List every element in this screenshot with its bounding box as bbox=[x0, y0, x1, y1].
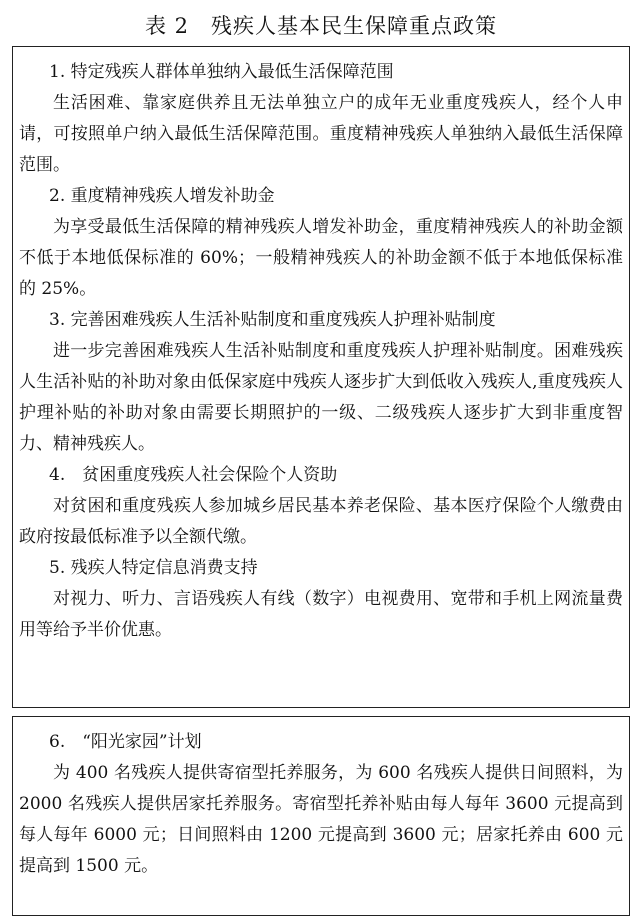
policy-body: 对贫困和重度残疾人参加城乡居民基本养老保险、基本医疗保险个人缴费由政府按最低标准予以全额代缴。 bbox=[19, 496, 623, 547]
policy-item-2 bbox=[13, 181, 629, 305]
policy-heading: 1. 特定残疾人群体单独纳入最低生活保障范围 bbox=[49, 62, 394, 82]
policy-body: 进一步完善困难残疾人生活补贴制度和重度残疾人护理补贴制度。困难残疾人生活补贴的补助对象由低保家庭中残疾人逐步扩大到低收入残疾人,重度残疾人护理补贴的补助对象由需要长期照护的一级、二级残疾人逐步扩大到非重度智力、精神残疾人。 bbox=[19, 341, 623, 454]
policy-heading: 6. “阳光家园”计划 bbox=[49, 732, 202, 752]
policy-body: 为享受最低生活保障的精神残疾人增发补助金，重度精神残疾人的补助金额不低于本地低保标准的 60%；一般精神残疾人的补助金额不低于本地低保标准的 25%。 bbox=[19, 217, 623, 299]
policy-item-1 bbox=[13, 57, 629, 181]
table-title: 表 2 残疾人基本民生保障重点政策 bbox=[144, 14, 498, 38]
policy-heading: 5. 残疾人特定信息消费支持 bbox=[49, 558, 258, 578]
policy-table-part-2 bbox=[12, 716, 630, 916]
policy-heading: 2. 重度精神残疾人增发补助金 bbox=[49, 186, 275, 206]
policy-heading: 3. 完善困难残疾人生活补贴制度和重度残疾人护理补贴制度 bbox=[49, 310, 496, 330]
policy-item-5 bbox=[13, 553, 629, 646]
policy-heading: 4. 贫困重度残疾人社会保险个人资助 bbox=[49, 465, 338, 485]
policy-body: 生活困难、靠家庭供养且无法单独立户的成年无业重度残疾人，经个人申请，可按照单户纳入最低生活保障范围。重度精神残疾人单独纳入最低生活保障范围。 bbox=[19, 93, 623, 175]
policy-table-part-1 bbox=[12, 46, 630, 708]
policy-item-6 bbox=[13, 727, 629, 882]
policy-body: 为 400 名残疾人提供寄宿型托养服务，为 600 名残疾人提供日间照料，为 2000 名残疾人提供居家托养服务。寄宿型托养补贴由每人每年 3600 元提高到每人每年 6000 元；日间照料由 1200 元提高到 3600 元；居家托养由 600 元提高到 1500 元。 bbox=[19, 763, 623, 876]
policy-body: 对视力、听力、言语残疾人有线（数字）电视费用、宽带和手机上网流量费用等给予半价优惠。 bbox=[19, 589, 623, 640]
policy-item-4 bbox=[13, 460, 629, 553]
policy-item-3 bbox=[13, 305, 629, 460]
